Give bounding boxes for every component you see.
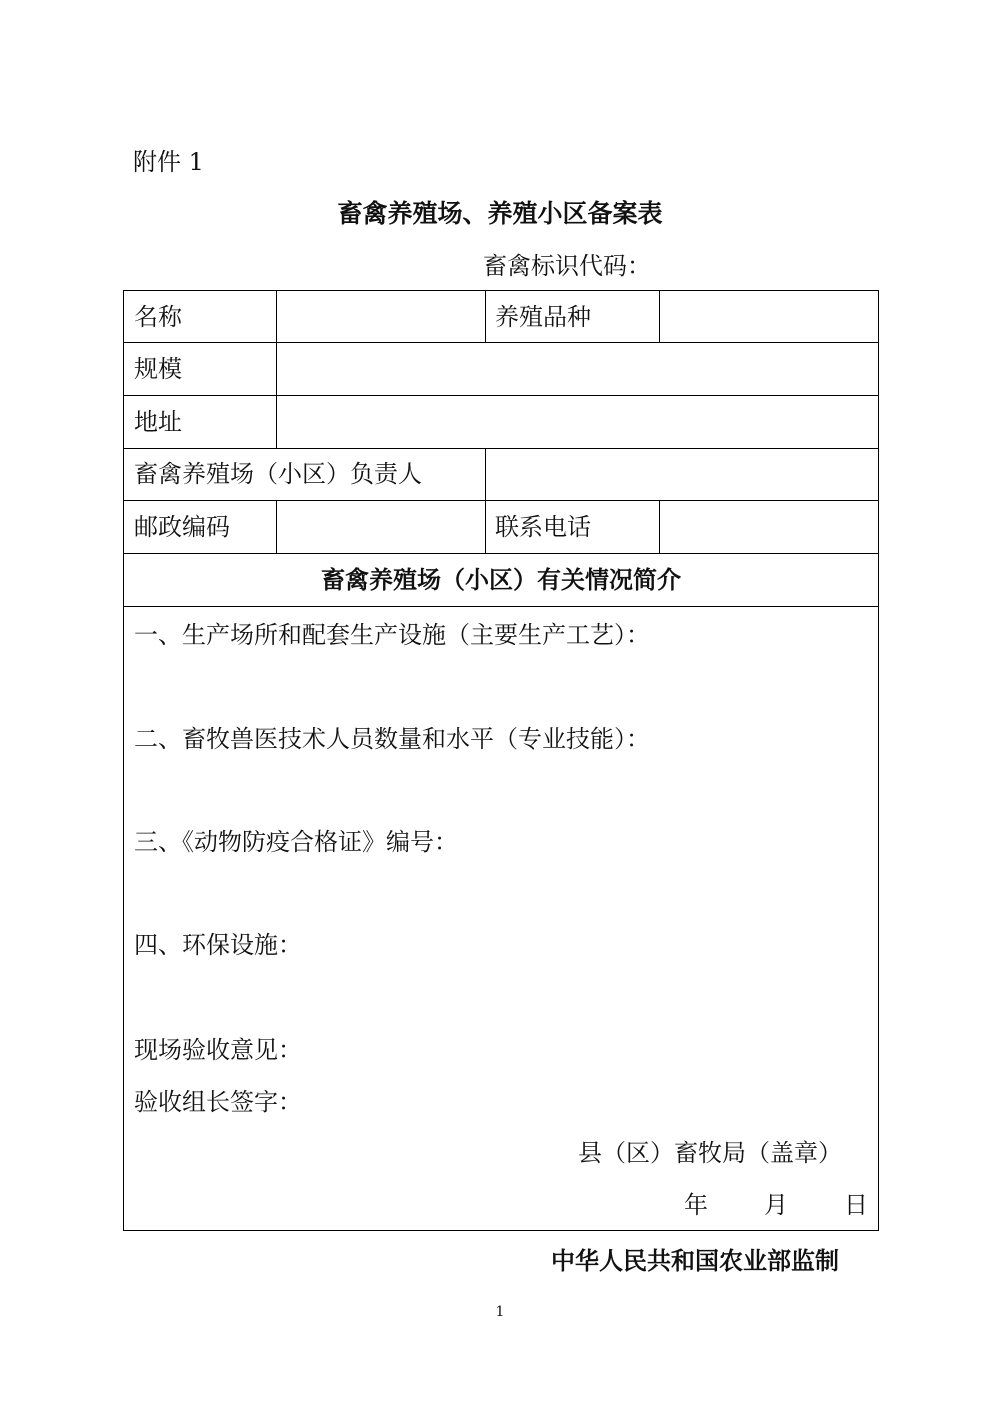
col-divider <box>659 291 660 342</box>
breed-label: 养殖品种 <box>495 303 591 331</box>
year-label: 年 <box>684 1191 708 1219</box>
col-divider <box>485 500 486 553</box>
day-label: 日 <box>844 1191 868 1219</box>
col-divider <box>276 342 277 448</box>
issuer-label: 中华人民共和国农业部监制 <box>551 1247 839 1275</box>
row-divider <box>124 448 878 449</box>
col-divider <box>485 291 486 342</box>
row-divider <box>124 500 878 501</box>
page-number: 1 <box>495 1304 505 1320</box>
inspection-opinion-label: 现场验收意见： <box>134 1036 302 1064</box>
postcode-label: 邮政编码 <box>134 513 230 541</box>
manager-label: 畜禽养殖场（小区）负责人 <box>134 460 422 488</box>
section-title: 畜禽养殖场（小区）有关情况简介 <box>321 566 681 594</box>
row-divider <box>124 553 878 554</box>
livestock-code-label: 畜禽标识代码： <box>483 252 651 280</box>
item-production-facilities: 一、生产场所和配套生产设施（主要生产工艺）： <box>134 621 650 649</box>
scale-label: 规模 <box>134 355 182 383</box>
item-environmental-facilities: 四、环保设施： <box>134 931 302 959</box>
inspection-leader-signature-label: 验收组长签字： <box>134 1088 302 1116</box>
row-divider <box>124 342 878 343</box>
item-epidemic-certificate: 三、《动物防疫合格证》编号： <box>134 828 458 856</box>
item-vet-staff: 二、畜牧兽医技术人员数量和水平（专业技能）： <box>134 725 650 753</box>
name-label: 名称 <box>134 303 182 331</box>
col-divider <box>276 500 277 553</box>
col-divider <box>659 500 660 553</box>
row-divider <box>124 606 878 607</box>
registration-table <box>123 290 879 1231</box>
phone-label: 联系电话 <box>495 513 591 541</box>
row-divider <box>124 395 878 396</box>
county-bureau-seal-label: 县（区）畜牧局（盖章） <box>578 1139 842 1167</box>
col-divider <box>276 291 277 342</box>
month-label: 月 <box>764 1191 788 1219</box>
col-divider <box>485 448 486 500</box>
address-label: 地址 <box>134 408 182 436</box>
form-title: 畜禽养殖场、养殖小区备案表 <box>337 199 663 228</box>
attachment-label: 附件 1 <box>133 148 204 176</box>
